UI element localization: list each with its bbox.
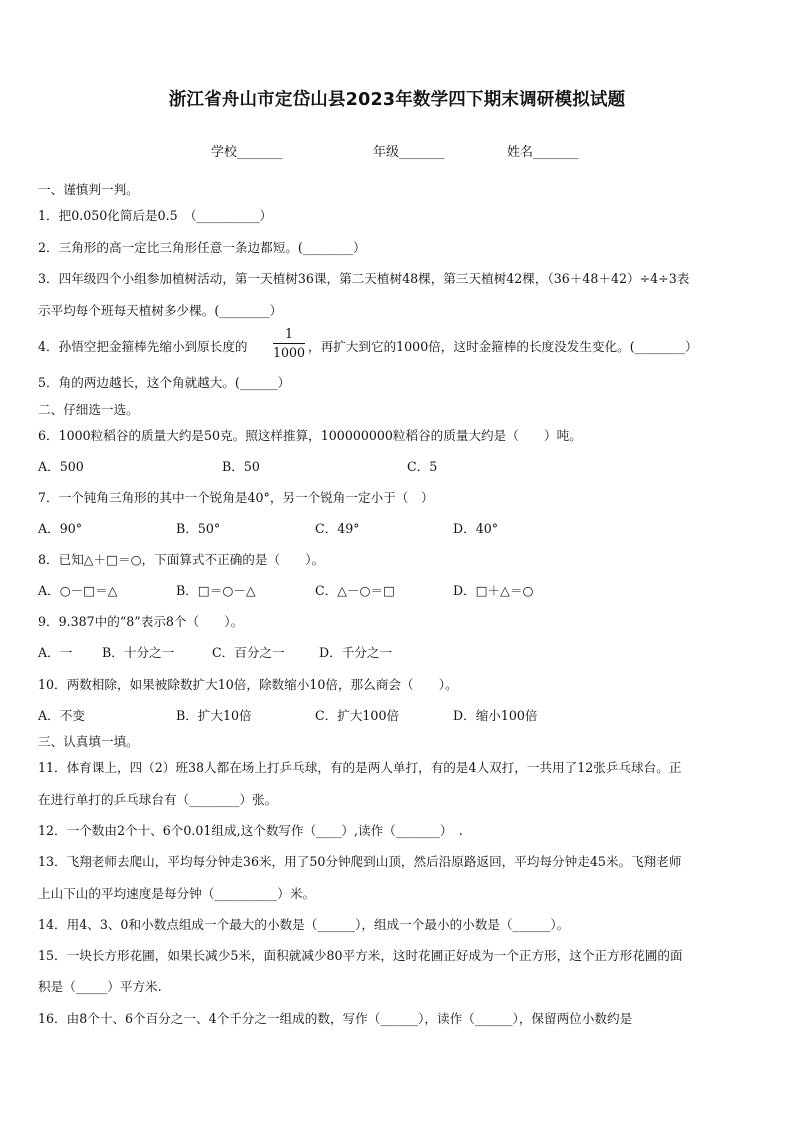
option-9a: A．一: [38, 645, 73, 660]
question-16: 16．由8个十、6个百分之一、4个千分之一组成的数，写作（______），读作（______），保留两位小数约是: [38, 1011, 633, 1026]
option-10a: A．不变: [38, 708, 85, 723]
school-field: 学校_______: [211, 145, 283, 160]
question-13-line2: 上山下山的平均速度是每分钟（__________）米。: [38, 886, 316, 901]
option-9b: B．十分之一: [102, 645, 175, 660]
option-7b: B．50°: [176, 521, 221, 536]
question-11-line2: 在进行单打的乒乓球台有（________）张。: [38, 792, 278, 807]
question-14: 14．用4、3、0和小数点组成一个最大的小数是（______），组成一个最小的小数是（______）。: [38, 917, 570, 932]
option-6c: C．5: [407, 459, 438, 474]
question-11-line1: 11．体育课上，四（2）班38人都在场上打乒乓球，有的是两人单打，有的是4人双打，一共用了12张乒乓球台。正: [38, 760, 682, 775]
option-8c: C．△－○＝□: [315, 583, 395, 598]
question-13-line1: 13．飞翔老师去爬山，平均每分钟走36米，用了50分钟爬到山顶，然后沿原路返回，平均每分钟走45米。飞翔老师: [38, 854, 682, 869]
section-heading-choose: 二、仔细选一选。: [38, 402, 139, 417]
option-10c: C．扩大100倍: [315, 708, 400, 723]
section-heading-judge: 一、谨慎判一判。: [38, 182, 139, 197]
question-10: 10．两数相除，如果被除数扩大10倍，除数缩小10倍，那么商会（ ）。: [38, 677, 458, 692]
question-4-part1: 4．孙悟空把金箍棒先缩小到原长度的: [38, 339, 248, 354]
question-8: 8．已知△＋□＝○，下面算式不正确的是（ ）。: [38, 552, 325, 567]
name-field: 姓名_______: [507, 145, 579, 160]
option-8b: B．□＝○－△: [176, 583, 256, 598]
section-heading-fill: 三、认真填一填。: [38, 734, 139, 749]
option-8d: D．□＋△＝○: [453, 583, 534, 598]
grade-field: 年级_______: [373, 145, 445, 160]
question-5: 5．角的两边越长，这个角就越大。(______）: [38, 375, 291, 390]
question-3-line2: 示平均每个班每天植树多少棵。(________）: [38, 303, 283, 318]
page-title: 浙江省舟山市定岱山县2023年数学四下期末调研模拟试题: [168, 90, 626, 110]
option-7d: D．40°: [453, 521, 499, 536]
question-15-line2: 积是（_____）平方米.: [38, 979, 162, 994]
option-7a: A．90°: [38, 521, 83, 536]
option-10b: B．扩大10倍: [176, 708, 252, 723]
question-6: 6．1000粒稻谷的质量大约是50克。照这样推算，100000000粒稻谷的质量大约是（ ）吨。: [38, 428, 582, 443]
option-9c: C．百分之一: [212, 645, 285, 660]
fraction-bar: [273, 343, 305, 344]
option-6b: B．50: [222, 459, 260, 474]
question-15-line1: 15．一块长方形花圃，如果长减少5米，面积就减少80平方米，这时花圃正好成为一个正方形，这个正方形花圃的面: [38, 948, 683, 963]
question-12: 12．一个数由2个十、6个0.01组成,这个数写作（____）,读作（_______） .: [38, 823, 463, 838]
option-10d: D．缩小100倍: [453, 708, 538, 723]
fraction-denominator: 1000: [272, 345, 306, 360]
question-7: 7．一个钝角三角形的其中一个锐角是40°，另一个锐角一定小于（ ）: [38, 490, 434, 505]
fraction-numerator: 1: [284, 326, 293, 341]
fraction-one-thousandth: [271, 326, 307, 361]
option-8a: A．○－□＝△: [38, 583, 118, 598]
option-9d: D．千分之一: [319, 645, 393, 660]
option-7c: C．49°: [315, 521, 360, 536]
question-4-part2: ，再扩大到它的1000倍，这时金箍棒的长度没发生变化。(________）: [308, 339, 698, 354]
question-2: 2．三角形的高一定比三角形任意一条边都短。(________）: [38, 240, 366, 255]
question-3-line1: 3．四年级四个小组参加植树活动，第一天植树36课，第二天植树48棵，第三天植树42棵，（36＋48＋42）÷4÷3表: [38, 271, 690, 286]
option-6a: A．500: [38, 459, 84, 474]
question-1: 1．把0.050化简后是0.5 （__________）: [38, 208, 273, 223]
question-9: 9．9.387中的“8”表示8个（ ）。: [38, 614, 244, 629]
